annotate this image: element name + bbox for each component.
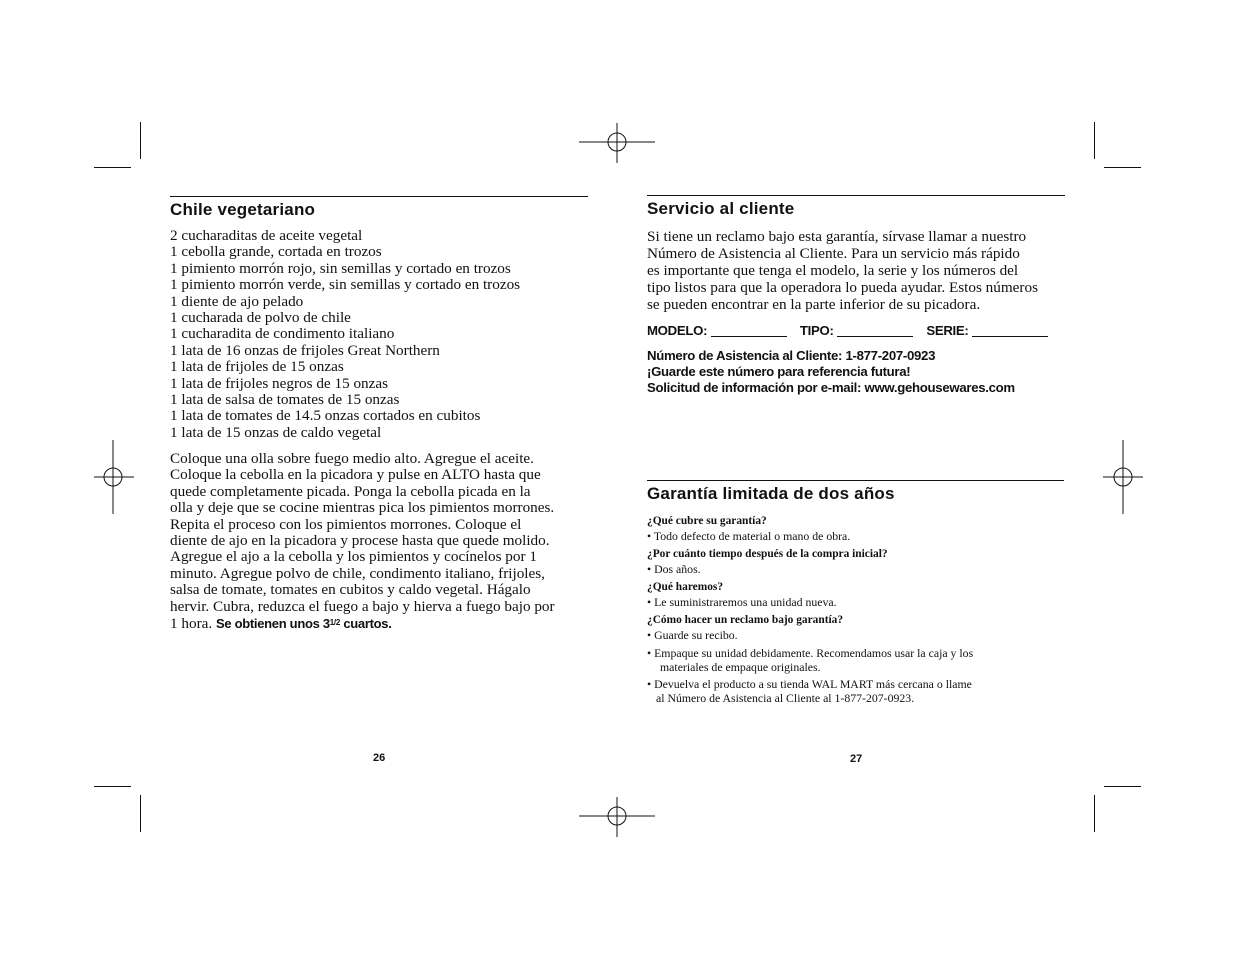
list-item: 1 cucharadita de condimento italiano	[170, 325, 395, 343]
warranty-question: ¿Qué haremos?	[647, 581, 724, 593]
instruction-line: Repita el proceso con los pimientos morrones. Coloque el	[170, 515, 522, 533]
service-body	[647, 228, 1038, 313]
warranty-title-rule	[647, 480, 1064, 481]
serial-label: SERIE:	[926, 323, 969, 338]
ingredient-list	[170, 228, 520, 441]
instruction-line: Coloque una olla sobre fuego medio alto. Agregue el aceite.	[170, 450, 534, 467]
warranty-answer: • Le suministraremos una unidad nueva.	[647, 595, 837, 609]
model-blank	[711, 336, 787, 337]
list-item: 1 lata de 15 onzas de caldo vegetal	[170, 423, 382, 441]
instruction-line: minuto. Agregue polvo de chile, condimento italiano, frijoles,	[170, 564, 545, 582]
list-item: 1 pimiento morrón verde, sin semillas y cortado en trozos	[170, 276, 521, 294]
warranty-answer: • Todo defecto de material o mano de obra.	[647, 529, 851, 543]
instruction-line: salsa de tomate, tomates en cubitos y caldo vegetal. Hágalo	[170, 581, 531, 599]
list-item: 1 cebolla grande, cortada en trozos	[170, 243, 382, 261]
serial-blank	[972, 336, 1048, 337]
warranty-question: ¿Por cuánto tiempo después de la compra inicial?	[647, 548, 888, 560]
instruction-line: quede completamente picada. Ponga la cebolla picada en la	[170, 482, 531, 500]
email-request: Solicitud de información por e-mail: www.gehousewares.com	[647, 379, 1015, 395]
yield-fraction: 1/2	[329, 618, 341, 628]
list-item: 1 lata de frijoles negros de 15 onzas	[170, 374, 389, 392]
list-item: 1 lata de salsa de tomates de 15 onzas	[170, 391, 400, 409]
body-line: se pueden encontrar en la parte inferior de su picadora.	[647, 296, 981, 313]
warranty-title: Garantía limitada de dos años	[647, 484, 895, 503]
recipe-title-rule	[170, 196, 588, 197]
keep-number-note: ¡Guarde este número para referencia futura!	[647, 363, 911, 379]
warranty-answer: • Dos años.	[647, 562, 701, 576]
instruction-line-last	[170, 615, 555, 632]
page-number-left: 26	[373, 752, 386, 764]
registration-mark-left	[94, 440, 134, 514]
registration-mark-bottom	[579, 797, 655, 837]
warranty-answer: • Devuelva el producto a su tienda WAL MART más cercana o llame	[647, 677, 972, 691]
model-label: MODELO:	[647, 323, 708, 338]
list-item: 1 lata de tomates de 14.5 onzas cortados en cubitos	[170, 407, 481, 425]
warranty-answer-cont: al Número de Asistencia al Cliente al 1-877-207-0923.	[656, 691, 915, 705]
body-line: Si tiene un reclamo bajo esta garantía, sírvase llamar a nuestro	[647, 228, 1027, 245]
recipe-yield	[216, 616, 392, 631]
warranty-answer: • Guarde su recibo.	[647, 628, 738, 642]
instruction-line: olla y deje que se cocine mientras pica los pimientos morrones.	[170, 499, 555, 517]
warranty-qa	[647, 514, 1067, 705]
list-item: 1 lata de 16 onzas de frijoles Great Northern	[170, 341, 440, 359]
list-item: 1 diente de ajo pelado	[170, 292, 304, 310]
body-line: es importante que tenga el modelo, la serie y los números del	[647, 262, 1019, 279]
warranty-question: ¿Qué cubre su garantía?	[647, 515, 767, 527]
yield-text: Se obtienen unos 3	[215, 616, 330, 632]
list-item: 1 pimiento morrón rojo, sin semillas y cortado en trozos	[170, 259, 511, 277]
warranty-answer-cont: materiales de empaque originales.	[660, 660, 821, 674]
warranty-answer: • Empaque su unidad debidamente. Recomendamos usar la caja y los	[647, 646, 974, 660]
registration-mark-right	[1103, 440, 1143, 514]
instruction-line: diente de ajo en la picadora y procese hasta que quede molido.	[170, 532, 550, 550]
instruction-lead: 1 hora.	[170, 615, 213, 633]
contact-info	[647, 348, 1015, 395]
list-item: 1 lata de frijoles de 15 onzas	[170, 358, 344, 376]
service-title-rule	[647, 195, 1065, 196]
service-title: Servicio al cliente	[647, 199, 795, 218]
page-number-right: 27	[850, 753, 863, 765]
type-label: TIPO:	[799, 323, 834, 338]
registration-mark-top	[579, 123, 655, 163]
warranty-question: ¿Cómo hacer un reclamo bajo garantía?	[647, 614, 844, 626]
body-line: Número de Asistencia al Cliente. Para un servicio más rápido	[647, 245, 1020, 262]
yield-unit: cuartos.	[343, 616, 392, 632]
instruction-line: Coloque la cebolla en la picadora y pulse en ALTO hasta que	[170, 466, 541, 484]
type-blank	[837, 336, 913, 337]
body-line: tipo listos para que la operadora lo pueda ayudar. Estos números	[647, 279, 1038, 296]
recipe-instructions	[170, 451, 555, 632]
assistance-number: Número de Asistencia al Cliente: 1-877-207-0923	[647, 348, 936, 363]
list-item: 2 cucharaditas de aceite vegetal	[170, 227, 363, 244]
recipe-title: Chile vegetariano	[170, 200, 316, 219]
list-item: 1 cucharada de polvo de chile	[170, 309, 351, 327]
product-id-fields	[647, 323, 1048, 338]
instruction-line: hervir. Cubra, reduzca el fuego a bajo y hierva a fuego bajo por	[170, 597, 555, 615]
instruction-line: Agregue el ajo a la cebolla y los pimientos y cocínelos por 1	[170, 548, 537, 566]
